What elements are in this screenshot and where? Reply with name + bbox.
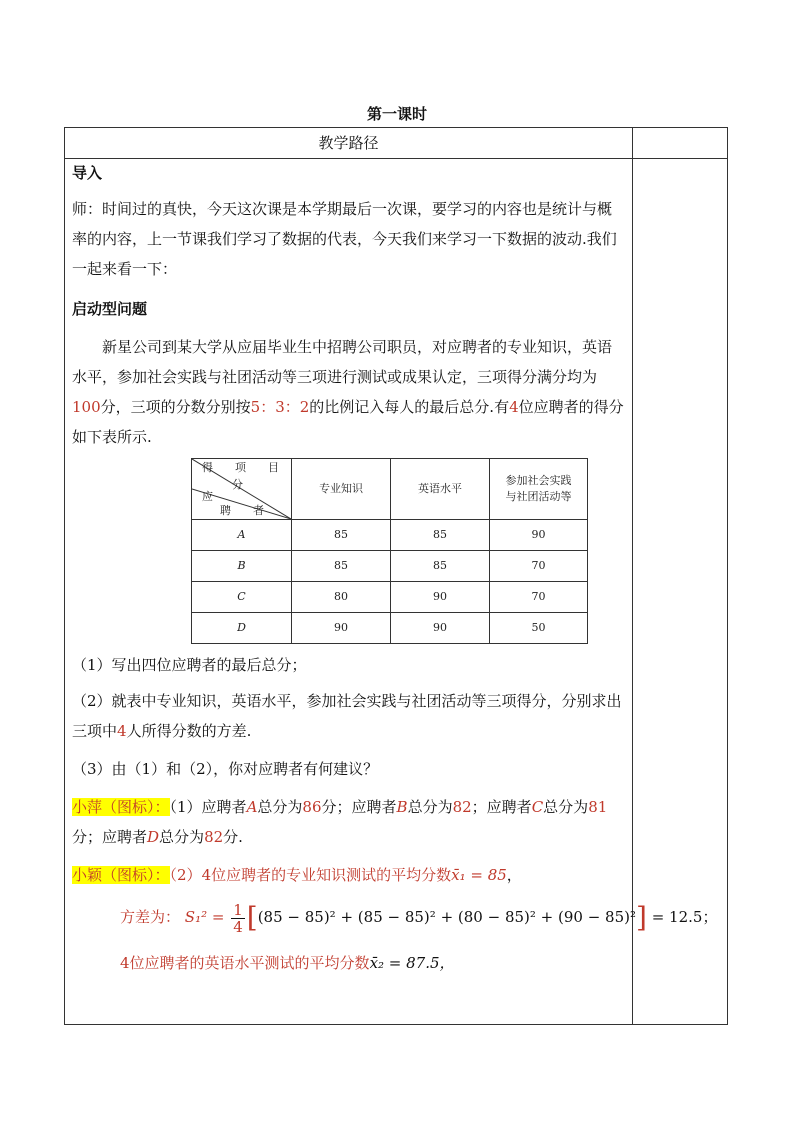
table-cell: 90 xyxy=(391,613,490,644)
table-cell: 80 xyxy=(292,582,391,613)
column-header: 参加社会实践 与社团活动等 xyxy=(490,459,588,520)
answer-2-comma: ， xyxy=(506,866,522,884)
table-cell: 70 xyxy=(490,551,588,582)
variance-result: = 12.5； xyxy=(651,908,718,926)
answer-2-tag: 小颖（图标）： xyxy=(72,866,170,884)
diag-label-bottom: 聘 者 xyxy=(220,504,264,517)
table-cell: 90 xyxy=(490,520,588,551)
answer-1-b: B xyxy=(396,798,408,816)
question-3: （3）由（1）和（2），你对应聘者有何建议？ xyxy=(72,760,379,778)
table-cell: 50 xyxy=(490,613,588,644)
answer-1-text: 分. xyxy=(223,828,243,846)
fraction-numerator: 1 xyxy=(233,900,243,919)
answer-2-line-3 xyxy=(72,948,625,978)
variance-body: (85 − 85)² + (85 − 85)² + (80 − 85)² + (90 − 85)² xyxy=(257,908,636,926)
problem-num-100: 100 xyxy=(72,398,101,416)
answer-1 xyxy=(72,792,625,852)
answer-1-text: 总分为 xyxy=(257,798,303,816)
row-label: C xyxy=(192,582,292,613)
answer-1-d: D xyxy=(147,828,160,846)
mean-2-formula: x̄₂ = 87.5， xyxy=(369,954,455,972)
mean-1-formula: x̄₁ = 85 xyxy=(451,866,507,884)
answer-2-line-3-num: 4 xyxy=(120,954,130,972)
table-row xyxy=(192,613,588,644)
problem-text-2: 分，三项的分数分别按 xyxy=(100,398,251,416)
intro-heading: 导入 xyxy=(72,164,103,182)
question-2-a: （2）就表中专业知识，英语水平，参加社会实践与社团活动等三项得分，分别求出三项中 xyxy=(72,692,622,740)
one-quarter-fraction xyxy=(231,902,245,935)
answer-1-text: 总分为 xyxy=(543,798,589,816)
problem-text-1: 新星公司到某大学从应届毕业生中招聘公司职员，对应聘者的专业知识，英语水平，参加社会实践与社团活动等三项进行测试或成果认定，三项得分满分均为 xyxy=(72,338,613,386)
diag-label-top: 得 项 目 xyxy=(202,461,279,474)
problem-num-4: 4 xyxy=(509,398,519,416)
question-2-b: 人所得分数的方差. xyxy=(126,722,252,740)
problem-text-3: 的比例记入每人的最后总分.有 xyxy=(309,398,510,416)
problem-heading: 启动型问题 xyxy=(72,300,148,318)
column-header: 英语水平 xyxy=(391,459,490,520)
fraction-denominator: 4 xyxy=(233,917,243,936)
answer-1-text: （1）应聘者 xyxy=(169,798,247,816)
answer-2-num: 4 xyxy=(201,866,212,884)
problem-text xyxy=(72,332,625,452)
score-table xyxy=(191,458,588,644)
table-cell: 85 xyxy=(292,551,391,582)
answer-2 xyxy=(72,860,625,890)
diag-label-mid: 分 xyxy=(232,478,243,491)
page-title: 第一课时 xyxy=(366,105,427,123)
answer-2-text: （2） xyxy=(169,866,202,884)
answer-1-value: 81 xyxy=(588,798,608,816)
row-label: A xyxy=(192,520,292,551)
table-cell: 90 xyxy=(292,613,391,644)
answer-2-text: 位应聘者的专业知识测试的平均分数 xyxy=(211,866,452,884)
table-cell: 90 xyxy=(391,582,490,613)
diag-label-left: 应 xyxy=(202,490,213,503)
table-row xyxy=(192,520,588,551)
answer-1-c: C xyxy=(531,798,544,816)
lesson-table xyxy=(64,127,728,1025)
score-table-wrap xyxy=(191,458,625,644)
answer-1-text: 总分为 xyxy=(159,828,205,846)
variance-lhs: S₁² = xyxy=(184,908,225,926)
answer-1-a: A xyxy=(246,798,258,816)
score-table-header-row xyxy=(192,459,588,520)
table-cell: 85 xyxy=(391,520,490,551)
table-cell: 70 xyxy=(490,582,588,613)
table-cell: 85 xyxy=(292,520,391,551)
answer-1-value: 82 xyxy=(452,798,472,816)
answer-1-text: 分；应聘者 xyxy=(321,798,397,816)
question-1: （1）写出四位应聘者的最后总分； xyxy=(72,656,307,674)
right-bracket: ] xyxy=(636,901,647,934)
row-label: D xyxy=(192,613,292,644)
answer-1-tag: 小萍（图标）： xyxy=(72,798,170,816)
table-header: 教学路径 xyxy=(318,134,379,152)
problem-ratio: 5：3：2 xyxy=(250,398,310,416)
variance-equation xyxy=(72,890,718,944)
lesson-content xyxy=(72,158,718,978)
table-cell: 85 xyxy=(391,551,490,582)
column-header: 专业知识 xyxy=(292,459,391,520)
intro-text: 师：时间过的真快，今天这次课是本学期最后一次课，要学习的内容也是统计与概率的内容，上一节课我们学习了数据的代表，今天我们来学习一下数据的波动.我们一起来看一下： xyxy=(72,200,617,278)
answer-1-value: 82 xyxy=(204,828,224,846)
variance-label: 方差为： xyxy=(120,908,181,926)
answer-1-text: 分；应聘者 xyxy=(72,828,148,846)
answer-1-text: ；应聘者 xyxy=(471,798,532,816)
row-label: B xyxy=(192,551,292,582)
table-row xyxy=(192,582,588,613)
answer-1-value: 86 xyxy=(302,798,322,816)
table-row xyxy=(192,551,588,582)
question-2 xyxy=(72,686,625,746)
answer-1-text: 总分为 xyxy=(407,798,453,816)
left-bracket: [ xyxy=(246,901,258,934)
question-2-num: 4 xyxy=(117,722,127,740)
problem-text-4: 位应聘者的得分如下表所示. xyxy=(72,398,624,446)
answer-2-line-3-text: 位应聘者的英语水平测试的平均分数 xyxy=(129,954,370,972)
diagonal-header-cell xyxy=(192,459,292,520)
